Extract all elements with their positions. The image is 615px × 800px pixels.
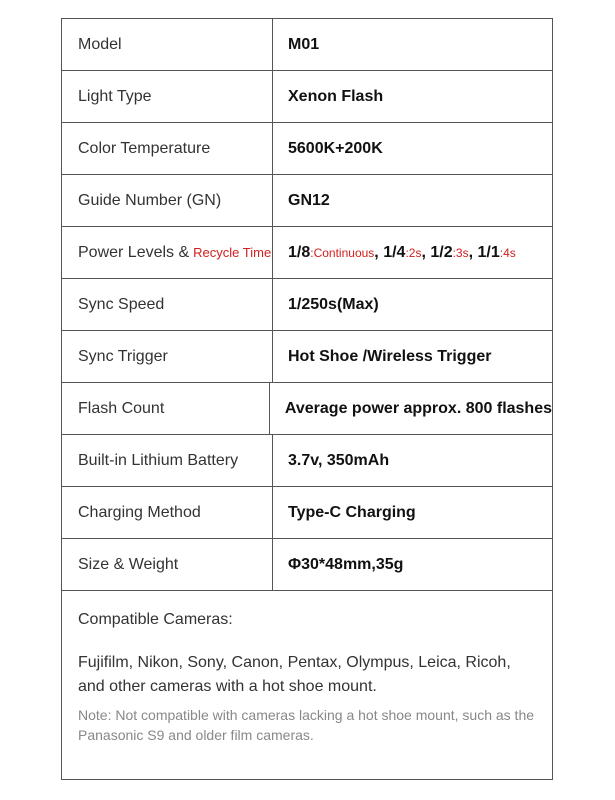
compatible-heading: Compatible Cameras: [78, 611, 233, 628]
spec-label: Model [62, 19, 273, 70]
spec-label: Light Type [62, 71, 273, 122]
spec-row-sync-speed [62, 279, 552, 331]
spec-label: Charging Method [62, 487, 273, 538]
spec-value: GN12 [288, 191, 330, 209]
spec-value: 5600K+200K [288, 139, 383, 157]
spec-row-size-weight [62, 539, 552, 591]
compatible-cameras-section [62, 591, 552, 781]
recycle-time: :3s [452, 245, 469, 260]
power-level: , 1/1 [468, 243, 500, 261]
recycle-time: :4s [499, 245, 516, 260]
spec-value: M01 [288, 35, 320, 53]
power-level: , 1/4 [374, 243, 406, 261]
spec-value: 3.7v, 350mAh [288, 451, 390, 469]
spec-value: 1/250s(Max) [288, 295, 379, 313]
spec-value: Type-C Charging [288, 503, 416, 521]
spec-label [62, 227, 273, 278]
spec-label: Built-in Lithium Battery [62, 435, 273, 486]
spec-label: Guide Number (GN) [62, 175, 273, 226]
spec-table [61, 18, 553, 780]
compatibility-note: Note: Not compatible with cameras lacking a hot shoe mount, such as the Panasonic S9 and older film cameras. [78, 707, 535, 743]
spec-row-flash-count [62, 383, 552, 435]
spec-label: Sync Trigger [62, 331, 273, 382]
spec-value: Hot Shoe /Wireless Trigger [288, 347, 492, 365]
spec-label: Sync Speed [62, 279, 273, 330]
spec-label-accent: Recycle Time [193, 245, 272, 260]
power-level: 1/8 [288, 243, 311, 261]
spec-label: Size & Weight [62, 539, 273, 590]
spec-value [273, 227, 552, 278]
spec-row-sync-trigger [62, 331, 552, 383]
recycle-time: :2s [405, 245, 422, 260]
spec-row-power-levels [62, 227, 552, 279]
recycle-time: :Continuous [310, 245, 375, 260]
spec-label-text: Power Levels & [78, 243, 190, 261]
power-level: , 1/2 [421, 243, 453, 261]
spec-value: Φ30*48mm,35g [288, 555, 404, 573]
spec-row-battery [62, 435, 552, 487]
spec-row-model [62, 19, 552, 71]
spec-row-guide-number [62, 175, 552, 227]
spec-label: Flash Count [62, 383, 270, 434]
spec-value: Xenon Flash [288, 87, 384, 105]
spec-row-light-type [62, 71, 552, 123]
spec-row-color-temperature [62, 123, 552, 175]
spec-value: Average power approx. 800 flashes [284, 399, 552, 417]
spec-row-charging-method [62, 487, 552, 539]
spec-label: Color Temperature [62, 123, 273, 174]
compatible-list: Fujifilm, Nikon, Sony, Canon, Pentax, Olympus, Leica, Ricoh, and other cameras with a hot shoe mount. [78, 654, 511, 695]
